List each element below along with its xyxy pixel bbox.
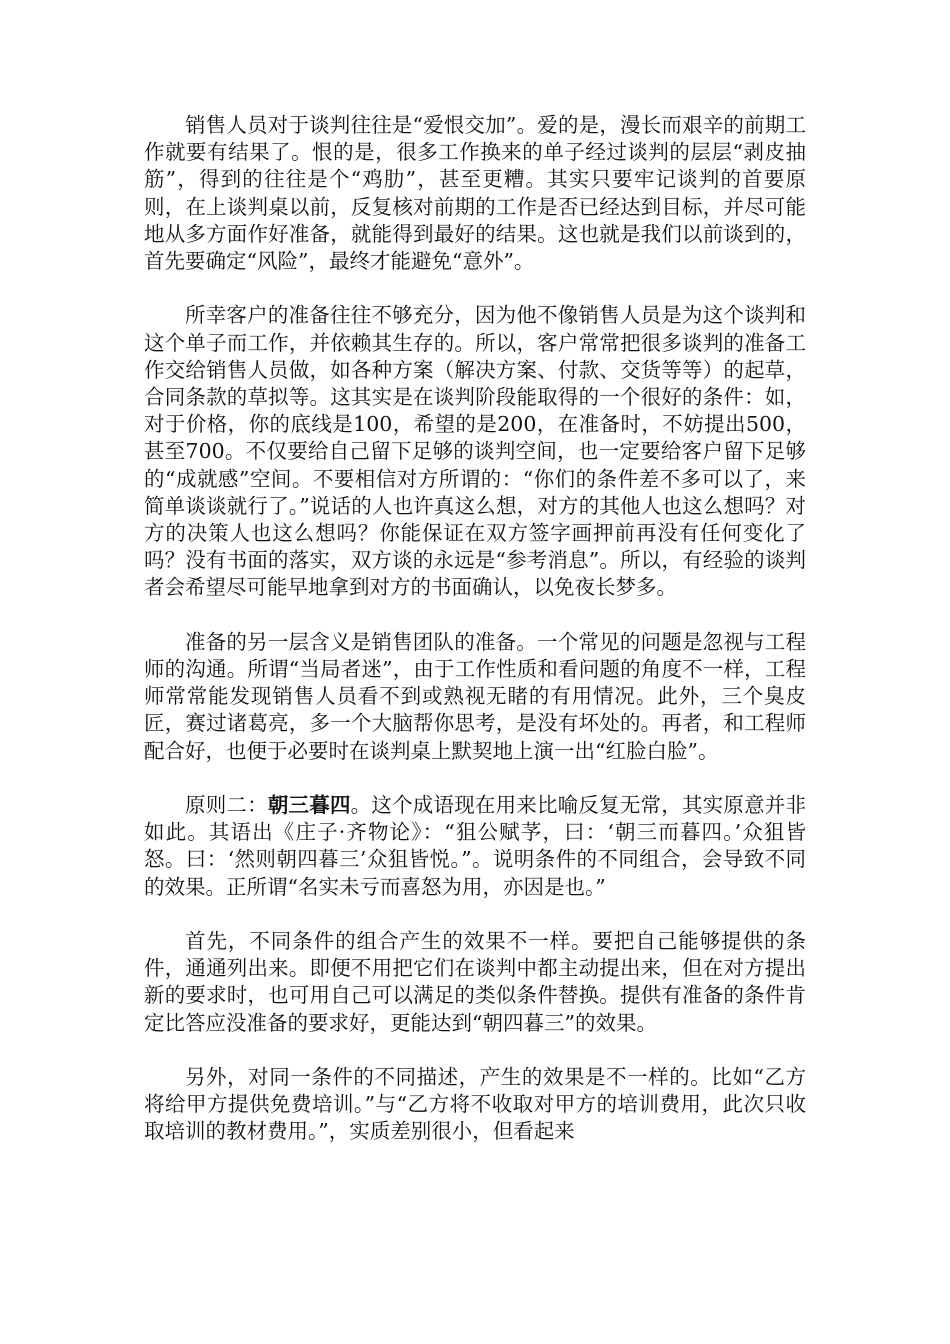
paragraph-principle-two	[144, 792, 806, 901]
paragraph-condition-combinations: 首先，不同条件的组合产生的效果不一样。要把自己能够提供的条件，通通列出来。即便不用把它们在谈判中都主动提出来，但在对方提出新的要求时，也可用自己可以满足的类似条件替换。提供有准备的条件肯定比答应没准备的要求好，更能达到“朝四暮三”的效果。	[144, 929, 806, 1035]
principle-lead: 原则二：	[185, 793, 268, 818]
document-page	[144, 112, 806, 1173]
paragraph-condition-descriptions: 另外，对同一条件的不同描述，产生的效果是不一样的。比如“乙方将给甲方提供免费培训。”与“乙方将不收取对甲方的培训费用，此次只收取培训的教材费用。”，实质差别很小，但看起来	[144, 1065, 806, 1144]
paragraph-client-preparation: 所幸客户的准备往往不够充分，因为他不像销售人员是为这个谈判和这个单子而工作，并依赖其生存的。所以，客户常常把很多谈判的准备工作交给销售人员做，如各种方案（解决方案、付款、交货等等）的起草，合同条款的草拟等。这其实是在谈判阶段能取得的一个很好的条件：如，对于价格，你的底线是100，希望的是200，在准备时，不妨提出500，甚至700。不仅要给自己留下足够的谈判空间，也一定要给客户留下足够的“成就感”空间。不要相信对方所谓的：“你们的条件差不多可以了，来简单谈谈就行了。”说话的人也许真这么想，对方的其他人也这么想吗？对方的决策人也这么想吗？你能保证在双方签字画押前再没有任何变化了吗？没有书面的落实，双方谈的永远是“参考消息”。所以，有经验的谈判者会希望尽可能早地拿到对方的书面确认，以免夜长梦多。	[144, 303, 806, 600]
paragraph-team-preparation: 准备的另一层含义是销售团队的准备。一个常见的问题是忽视与工程师的沟通。所谓“当局者迷”，由于工作性质和看问题的角度不一样，工程师常常能发现销售人员看不到或熟视无睹的有用情况。此外，三个臭皮匠，赛过诸葛亮，多一个大脑帮你思考，是没有坏处的。再者，和工程师配合好，也便于必要时在谈判桌上默契地上演一出“红脸白脸”。	[144, 629, 806, 763]
principle-title: 朝三暮四	[267, 793, 351, 818]
paragraph-negotiation-love-hate: 销售人员对于谈判往往是“爱恨交加”。爱的是，漫长而艰辛的前期工作就要有结果了。恨的是，很多工作换来的单子经过谈判的层层“剥皮抽筋”，得到的往往是个“鸡肋”，甚至更糟。其实只要牢记谈判的首要原则，在上谈判桌以前，反复核对前期的工作是否已经达到目标，并尽可能地从多方面作好准备，就能得到最好的结果。这也就是我们以前谈到的，首先要确定“风险”，最终才能避免“意外”。	[144, 113, 806, 274]
principle-body: 。这个成语现在用来比喻反复无常，其实原意并非如此。其语出《庄子·齐物论》：“狙公赋芧，曰：‘朝三而暮四。’众狙皆怒。曰：‘然则朝四暮三’众狙皆悦。”。说明条件的不同组合，会导致不同的效果。正所谓“名实未亏而喜怒为用，亦因是也。”	[144, 793, 806, 899]
